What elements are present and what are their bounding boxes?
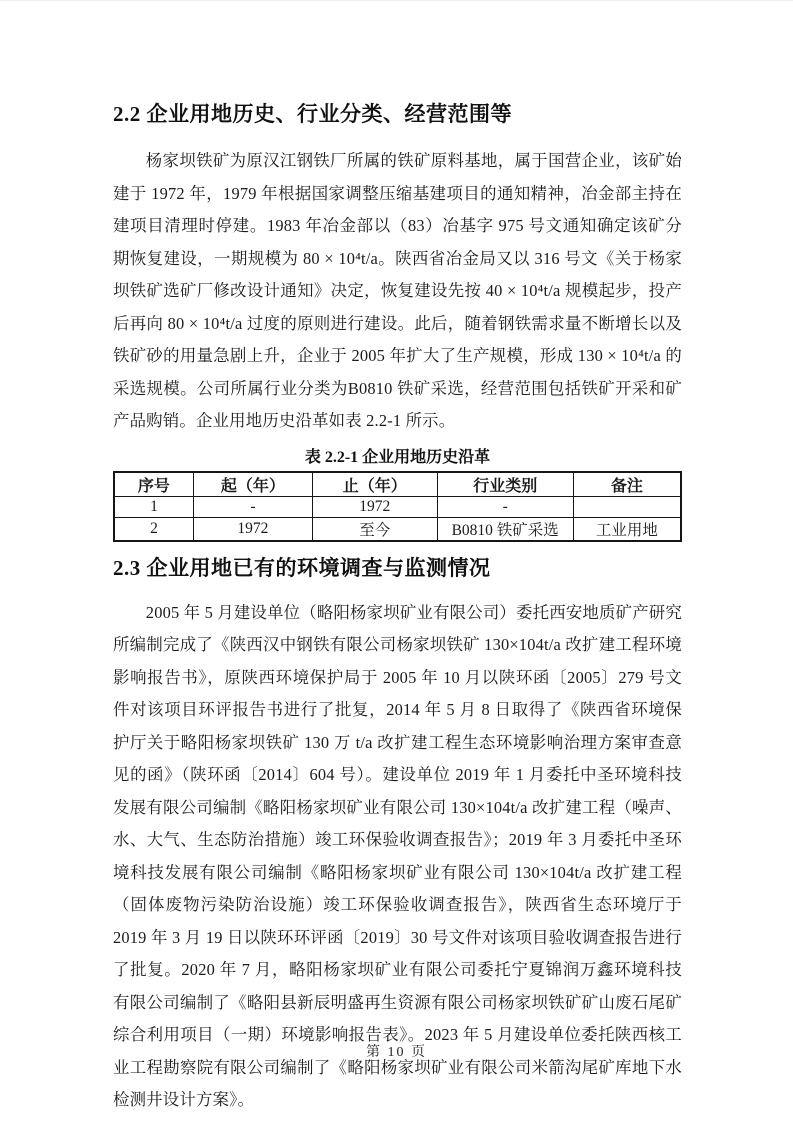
cell-industry-category: B0810 铁矿采选 bbox=[437, 517, 573, 541]
cell-start-year: - bbox=[193, 496, 312, 517]
section-2-3-heading: 2.3 企业用地已有的环境调查与监测情况 bbox=[113, 555, 491, 580]
cell-remarks bbox=[573, 496, 681, 517]
land-use-history-table bbox=[113, 471, 682, 542]
table-row bbox=[114, 517, 681, 541]
table-header-end-year: 止（年） bbox=[312, 472, 437, 497]
table-row bbox=[114, 496, 681, 517]
page bbox=[0, 1, 793, 1123]
table-2-2-1-caption: 表 2.2-1 企业用地历史沿革 bbox=[304, 448, 491, 466]
section-2-3-paragraph: 2005 年 5 月建设单位（略阳杨家坝矿业有限公司）委托西安地质矿产研究所编制完成了《陕西汉中钢铁有限公司杨家坝铁矿 130×104t/a 改扩建工程环境影响报告书》，原陕西环境保护局于 2005 年 10 月以陕环函〔2005〕279 号文件对该项目环评报告书进行了批复，2014 年 5 月 8 日取得了《陕西省环境保护厅关于略阳杨家坝铁矿 130 万 t/a 改扩建工程生态环境影响治理方案审查意见的函》（陕环函〔2014〕604 号）。建设单位 2019 年 1 月委托中圣环境科技发展有限公司编制《略阳杨家坝矿业有限公司 130×104t/a 改扩建工程（噪声、水、大气、生态防治措施）竣工环保验收调查报告》；2019 年 3 月委托中圣环境科技发展有限公司编制《略阳杨家坝矿业有限公司 130×104t/a 改扩建工程（固体废物污染防治设施）竣工环保验收调查报告》，陕西省生态环境厅于 2019 年 3 月 19 日以陕环环评函〔2019〕30 号文件对该项目验收调查报告进行了批复。2020 年 7 月，略阳杨家坝矿业有限公司委托宁夏锦润万鑫环境科技有限公司编制了《略阳县新辰明盛再生资源有限公司杨家坝铁矿矿山废石尾矿综合利用项目（一期）环境影响报告表》。2023 年 5 月建设单位委托陕西核工业工程勘察院有限公司编制了《略阳杨家坝矿业有限公司米箭沟尾矿库地下水检测井设计方案》。 bbox=[113, 602, 682, 1109]
page-number: 第 10 页 bbox=[366, 1045, 427, 1060]
section-2-2-paragraph: 杨家坝铁矿为原汉江钢铁厂所属的铁矿原料基地，属于国营企业，该矿始建于 1972 年，1979 年根据国家调整压缩基建项目的通知精神，冶金部主持在建项目清理时停建。1983 年冶金部以（83）冶基字 975 号文通知确定该矿分期恢复建设，一期规模为 80 × 10⁴t/a。陕西省冶金局又以 316 号文《关于杨家坝铁矿选矿厂修改设计通知》决定，恢复建设先按 40 × 10⁴t/a 规模起步，投产后再向 80 × 10⁴t/a 过度的原则进行建设。此后，随着钢铁需求量不断增长以及铁矿砂的用量急剧上升，企业于 2005 年扩大了生产规模，形成 130 × 10⁴t/a 的采选规模。公司所属行业分类为B0810 铁矿采选，经营范围包括铁矿开采和矿产品购销。企业用地历史沿革如表 2.2-1 所示。 bbox=[113, 151, 682, 430]
cell-start-year: 1972 bbox=[193, 517, 312, 541]
cell-index: 2 bbox=[114, 517, 193, 541]
cell-end-year: 至今 bbox=[312, 517, 437, 541]
section-2-2-heading: 2.2 企业用地历史、行业分类、经营范围等 bbox=[113, 102, 512, 126]
cell-remarks: 工业用地 bbox=[573, 517, 681, 541]
table-header-row bbox=[114, 472, 681, 497]
table-header-start-year: 起（年） bbox=[193, 472, 312, 497]
table-header-index: 序号 bbox=[114, 472, 193, 497]
cell-index: 1 bbox=[114, 496, 193, 517]
cell-end-year: 1972 bbox=[312, 496, 437, 517]
table-header-industry-category: 行业类别 bbox=[437, 472, 573, 497]
cell-industry-category: - bbox=[437, 496, 573, 517]
table-header-remarks: 备注 bbox=[573, 472, 681, 497]
